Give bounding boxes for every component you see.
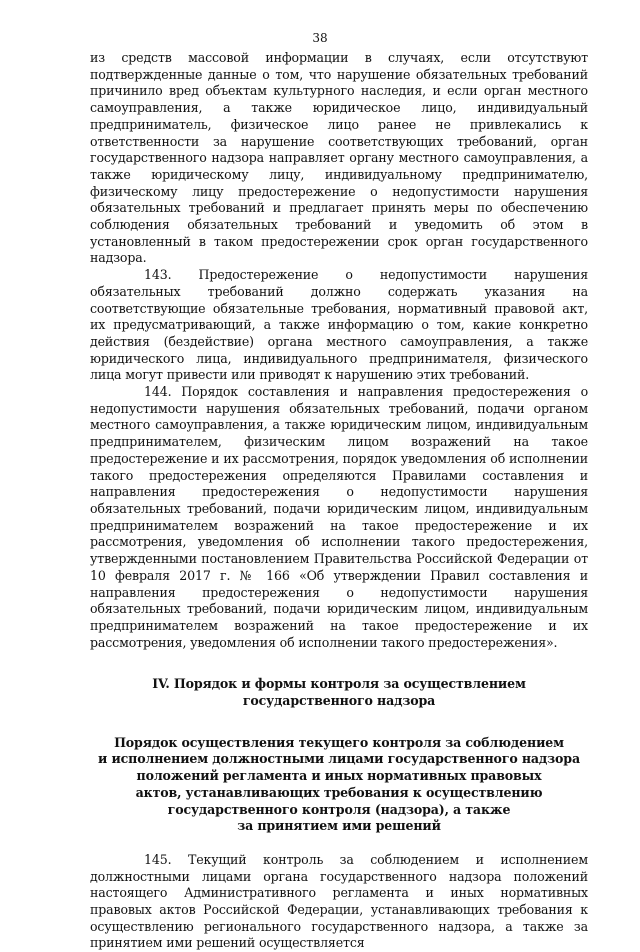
paragraph-143: 143. Предостережение о недопустимости нарушения обязательных требований должно содержать указания на соответствующие обязательные требования, нормативный правовой акт, их предусматривающий, а также информацию о том, какие конкретно действия (бездействие) органа местного самоуправления, а также юридического лица, индивидуального предпринимателя, физического лица могут привести или приводят к нарушению этих требований. [90, 267, 588, 383]
subsection-heading-line: за принятием ими решений [237, 818, 441, 834]
section-heading [90, 676, 588, 709]
subsection-heading-line: и исполнением должностными лицами государственного надзора [98, 751, 580, 767]
subsection-heading [90, 735, 588, 835]
page-number: 38 [312, 31, 328, 45]
subsection-heading-line: государственного контроля (надзора), а также [167, 801, 511, 817]
spacer [90, 835, 588, 852]
section-heading-line: государственного надзора [242, 693, 436, 709]
subsection-heading-line: актов, устанавливающих требования к осуществлению [135, 784, 543, 800]
section-heading-line: IV. Порядок и формы контроля за осуществлением [152, 676, 526, 692]
spacer [90, 651, 588, 676]
spacer [90, 710, 588, 735]
document-body [90, 50, 588, 952]
paragraph-145: 145. Текущий контроль за соблюдением и исполнением должностными лицами органа государственного надзора положений настоящего Административного регламента и иных нормативных правовых актов Российской Федерации, устанавливающих требования к осуществлению регионального государственного надзора, а также за принятием ими решений осуществляется [90, 851, 588, 951]
subsection-heading-line: Порядок осуществления текущего контроля за соблюдением [114, 734, 564, 750]
subsection-heading-line: положений регламента и иных нормативных правовых [136, 768, 542, 784]
paragraph-continuation: из средств массовой информации в случаях, если отсутствуют подтвержденные данные о том, что нарушение обязательных требований причинило вред объектам культурного наследия, и если орган местного самоуправления, а также юридическое лицо, индивидуальный предприниматель, физическое лицо ранее не привлекались к ответственности за нарушение соответствующих требований, орган государственного надзора направляет органу местного самоуправления, а также юридическому лицу, индивидуальному предпринимателю, физическому лицу предостережение о недопустимости нарушения обязательных требований и предлагает принять меры по обеспечению соблюдения обязательных требований и уведомить об этом в установленный в таком предостережении срок орган государственного надзора. [90, 50, 588, 266]
paragraph-144: 144. Порядок составления и направления предостережения о недопустимости нарушения обязательных требований, подачи органом местного самоуправления, а также юридическим лицом, индивидуальным предпринимателем, физическим лицом возражений на такое предостережение и их рассмотрения, порядок уведомления об исполнении такого предостережения определяются Правилами составления и направления предостережения о недопустимости нарушения обязательных требований, подачи юридическим лицом, индивидуальным предпринимателем возражений на такое предостережение и их рассмотрения, уведомления об исполнении такого предостережения, утвержденными постановлением Правительства Российской Федерации от 10 февраля 2017 г. № 166 «Об утверждении Правил составления и направления предостережения о недопустимости нарушения обязательных требований, подачи юридическим лицом, индивидуальным предпринимателем возражений на такое предостережение и их рассмотрения, уведомления об исполнении такого предостережения». [90, 384, 588, 650]
